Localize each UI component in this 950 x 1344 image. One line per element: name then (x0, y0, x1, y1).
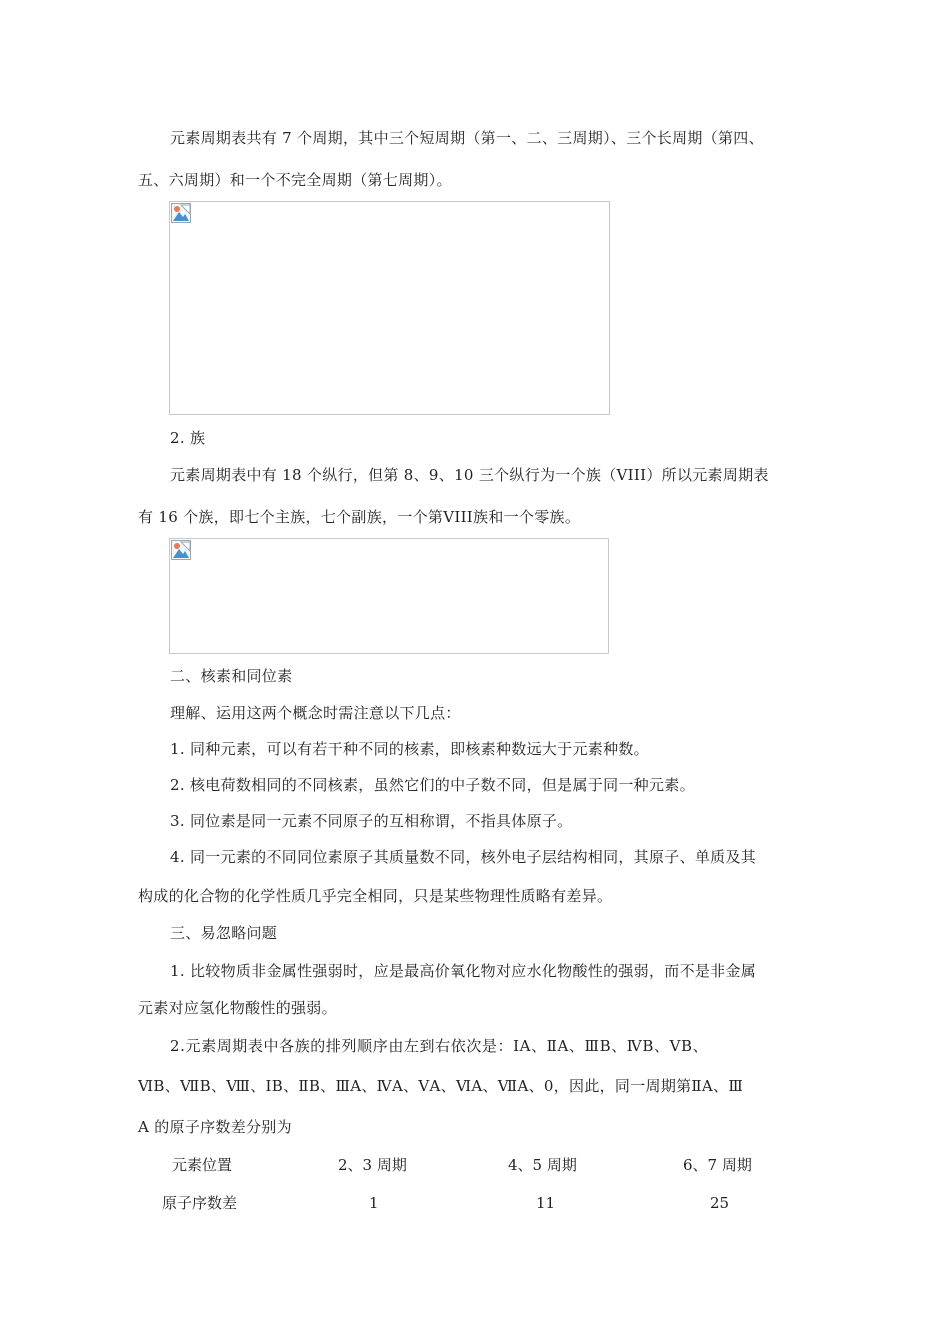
paragraph-groups-line2: 有 16 个族，即七个主族，七个副族，一个第VIII族和一个零族。 (138, 508, 581, 526)
table-row-label: 原子序数差 (162, 1194, 238, 1212)
table-header-cell: 6、7 周期 (683, 1156, 752, 1174)
heading-section-2: 二、核素和同位素 (170, 667, 293, 685)
table-cell: 25 (710, 1194, 730, 1212)
image-placeholder-periods (169, 201, 610, 415)
broken-image-icon (171, 203, 191, 223)
paragraph-intro: 理解、运用这两个概念时需注意以下几点： (170, 704, 461, 722)
s3-item1-line2: 元素对应氢化物酸性的强弱。 (138, 999, 337, 1017)
heading-zu: 2. 族 (170, 429, 206, 447)
table-header-cell: 4、5 周期 (508, 1156, 577, 1174)
table-cell: 1 (369, 1194, 379, 1212)
table-header-cell: 元素位置 (172, 1156, 233, 1174)
image-placeholder-groups (169, 538, 609, 654)
broken-image-icon (171, 540, 191, 560)
list-item-3: 3. 同位素是同一元素不同原子的互相称谓，不指具体原子。 (170, 812, 573, 830)
s3-item2-line2: ⅥB、ⅦB、Ⅷ、ⅠB、ⅡB、ⅢA、ⅣA、ⅤA、ⅥA、ⅦA、0，因此，同一周期第ⅡA、Ⅲ (138, 1077, 744, 1095)
list-item-1: 1. 同种元素，可以有若干种不同的核素，即核素种数远大于元素种数。 (170, 740, 649, 758)
list-item-4-line1: 4. 同一元素的不同同位素原子其质量数不同，核外电子层结构相同，其原子、单质及其 (170, 848, 757, 866)
heading-section-3: 三、易忽略问题 (170, 924, 278, 942)
paragraph-groups-line1: 元素周期表中有 18 个纵行，但第 8、9、10 三个纵行为一个族（VIII）所以元素周期表 (170, 466, 769, 484)
s3-item1-line1: 1. 比较物质非金属性强弱时，应是最高价氧化物对应水化物酸性的强弱，而不是非金属 (170, 962, 757, 980)
table-cell: 11 (536, 1194, 556, 1212)
s3-item2-line1: 2.元素周期表中各族的排列顺序由左到右依次是：ⅠA、ⅡA、ⅢB、ⅣB、ⅤB、 (170, 1037, 709, 1055)
list-item-2: 2. 核电荷数相同的不同核素，虽然它们的中子数不同，但是属于同一种元素。 (170, 776, 695, 794)
paragraph-periods-line2: 五、六周期）和一个不完全周期（第七周期）。 (138, 171, 452, 189)
list-item-4-line2: 构成的化合物的化学性质几乎完全相同，只是某些物理性质略有差异。 (138, 887, 613, 905)
s3-item2-line3: A 的原子序数差分别为 (138, 1118, 292, 1136)
table-header-cell: 2、3 周期 (338, 1156, 407, 1174)
paragraph-periods-line1: 元素周期表共有 7 个周期，其中三个短周期（第一、二、三周期）、三个长周期（第四、 (170, 129, 764, 147)
